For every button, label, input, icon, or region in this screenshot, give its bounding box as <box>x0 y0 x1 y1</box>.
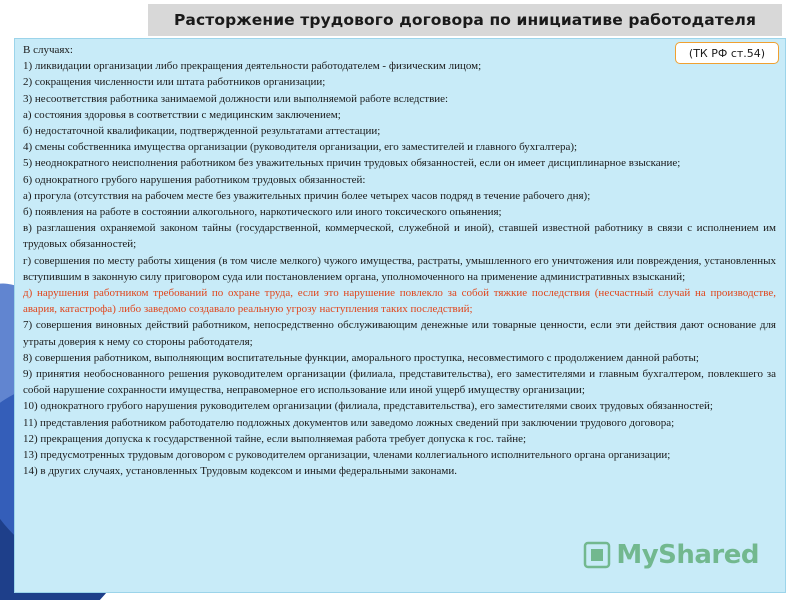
list-item: 1) ликвидации организации либо прекращения деятельности работодателем - физическим лицом; <box>23 60 482 73</box>
list-item: 9) принятия необоснованного решения руководителем организации (филиала, представительства), его заместителями и главным бухгалтером, повлекшего за собой нарушение сохранности имущества, неправомерное его использование или иной ущерб имуществу организации; <box>23 368 776 397</box>
list-item: в) разглашения охраняемой законом тайны (государственной, коммерческой, служебной и иной), ставшей известной работнику в связи с исполнением им трудовых обязанностей; <box>23 222 776 251</box>
watermark-text: MyShared <box>616 540 759 570</box>
watermark-logo-icon <box>582 540 612 570</box>
list-item: г) совершения по месту работы хищения (в том числе мелкого) чужого имущества, растраты, умышленного его уничтожения или повреждения, установленных вступившим в законную силу приговором суда или постановлением органа, уполномоченного на применение административных взысканий; <box>23 254 776 283</box>
list-item: 8) совершения работником, выполняющим воспитательные функции, аморального проступка, несовместимого с продолжением данной работы; <box>23 351 699 364</box>
list-item-highlighted: д) нарушения работником требований по охране труда, если это нарушение повлекло за собой тяжкие последствия (несчастный случай на производстве, авария, катастрофа) либо заведомо создавало реальную угрозу наступления таких последствий; <box>23 287 776 316</box>
list-item: 5) неоднократного неисполнения работником без уважительных причин трудовых обязанностей, если он имеет дисциплинарное взыскание; <box>23 157 681 170</box>
watermark <box>582 540 759 570</box>
list-item: 2) сокращения численности или штата работников организации; <box>23 76 326 89</box>
list-item: б) недостаточной квалификации, подтвержденной результатами аттестации; <box>23 125 381 138</box>
intro-text: В случаях: <box>23 44 73 56</box>
list-item: 12) прекращения допуска к государственной тайне, если выполняемая работа требует допуска к гос. тайне; <box>23 432 527 445</box>
list-item: 3) несоответствия работника занимаемой должности или выполняемой работе вследствие: <box>23 92 449 105</box>
list-item: 13) предусмотренных трудовым договором с руководителем организации, членами коллегиального исполнительного органа организации; <box>23 449 671 462</box>
list-item: а) прогула (отсутствия на рабочем месте без уважительных причин более четырех часов подряд в течение рабочего дня); <box>23 189 591 202</box>
list-item: 4) смены собственника имущества организации (руководителя организации, его заместителей и главного бухгалтера); <box>23 141 578 154</box>
list-item: 11) представления работником работодателю подложных документов или заведомо ложных сведений при заключении трудового договора; <box>23 416 675 429</box>
list-item: 10) однократного грубого нарушения руководителем организации (филиала, представительства), его заместителями своих трудовых обязанностей; <box>23 400 713 413</box>
list-item: а) состояния здоровья в соответствии с медицинским заключением; <box>23 108 341 121</box>
content-box <box>14 38 786 593</box>
list-item: 14) в других случаях, установленных Трудовым кодексом и иными федеральными законами. <box>23 465 457 478</box>
list-item: б) появления на работе в состоянии алкогольного, наркотического или иного токсического опьянения; <box>23 206 502 219</box>
law-reference-badge: (ТК РФ ст.54) <box>675 42 779 64</box>
list-item: 7) совершения виновных действий работником, непосредственно обслуживающим денежные или товарные ценности, если эти действия дают основание для утраты доверия к нему со стороны работодателя; <box>23 319 776 348</box>
list-item: 6) однократного грубого нарушения работником трудовых обязанностей: <box>23 173 366 186</box>
title-bar <box>148 4 782 36</box>
page-title: Расторжение трудового договора по инициативе работодателя <box>173 11 757 29</box>
